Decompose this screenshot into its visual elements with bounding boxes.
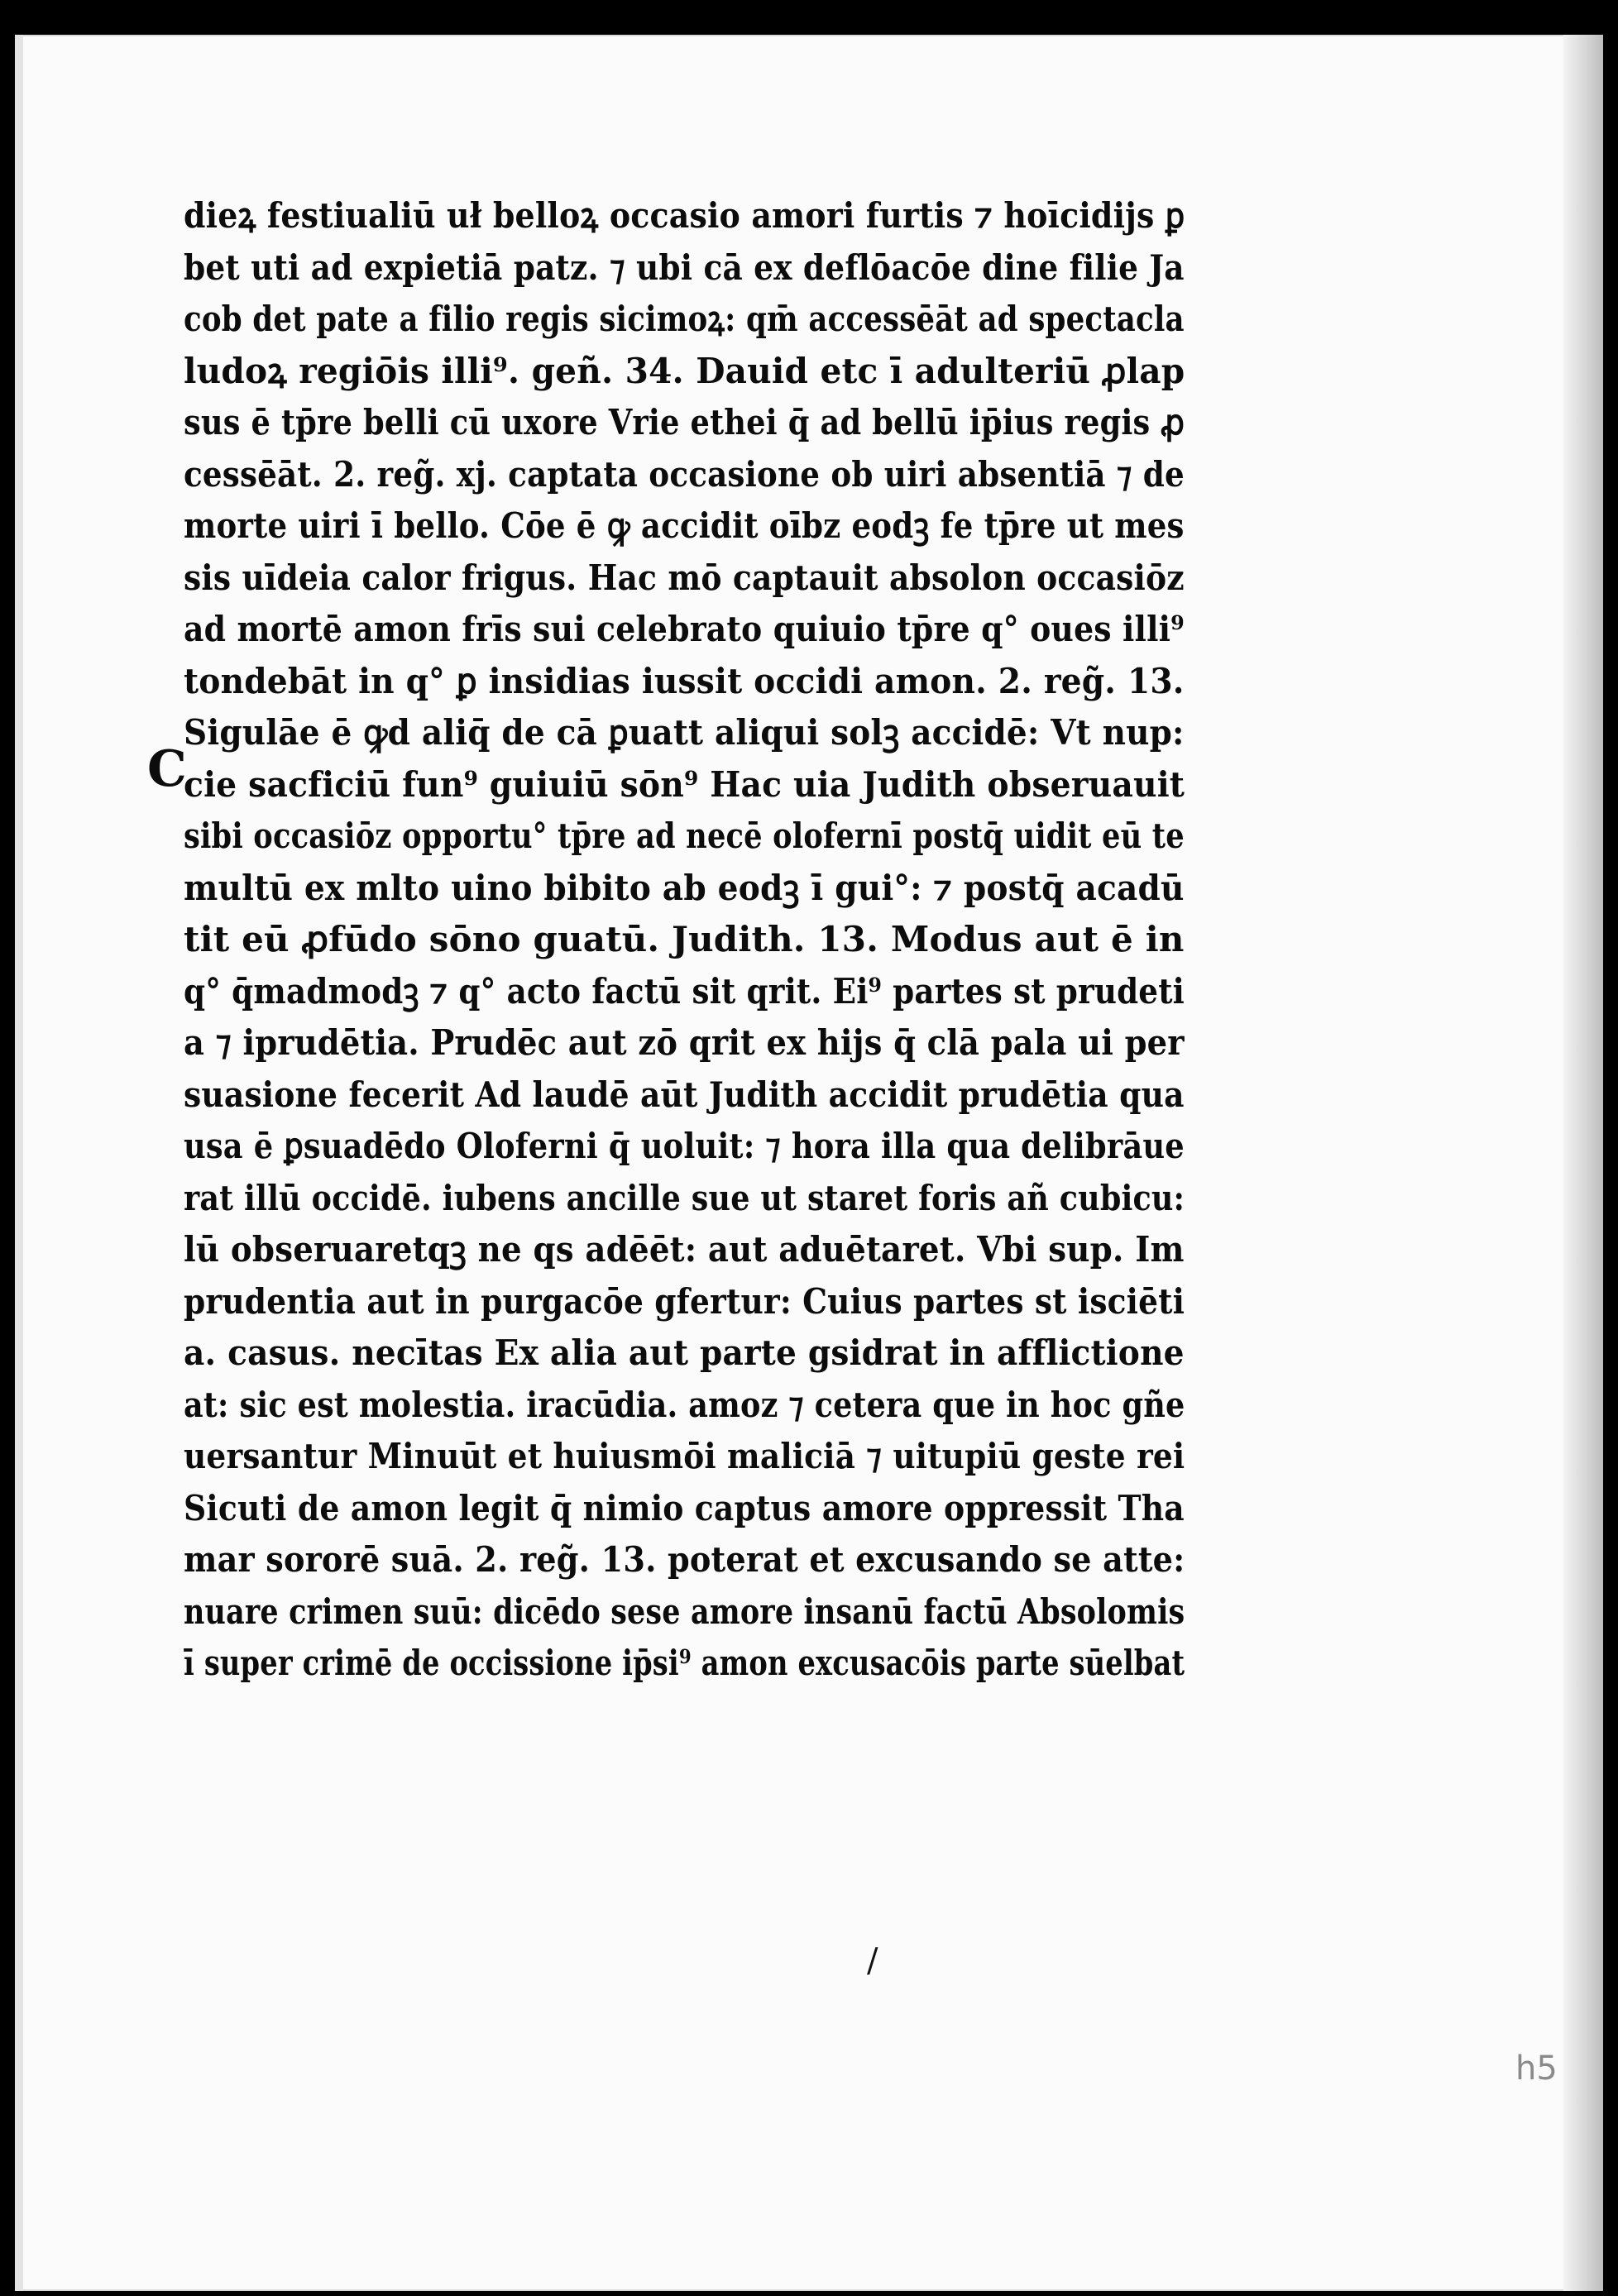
text-line: mar sororē suā. 2. reg̃. 13. poterat et excusando se atte: (184, 1539, 1185, 1580)
page-left-edge (15, 35, 23, 2291)
text-line: morte uiri ī bello. Cōe ē ꝙ accidit oībz eodꝫ fe tp̄re ut mes (184, 505, 1185, 546)
text-line: bet uti ad expietiā patz. ⁊ ubi cā ex deflōacōe dine filie Ja (184, 246, 1185, 288)
text-line: cob det pate a filio regis sicimoꝝ: qm̄ accessēāt ad spectacla (184, 299, 1185, 339)
text-line: uersantur Minuūt et huiusmōi maliciā ⁊ uitupiū geste rei (184, 1436, 1185, 1476)
text-line: ad mortē amon frīs sui celebrato quiuio tp̄re q° oues illi⁹ (184, 609, 1185, 649)
text-line: a ⁊ iprudētia. Prudēc aut zō qrit ex hijs q̄ clā pala ui per (184, 1022, 1185, 1063)
text-line: suasione fecerit Ad laudē aūt Judith accidit prudētia qua (184, 1074, 1185, 1115)
paragraph-mark: C (147, 740, 187, 798)
text-line: rat illū occidē. iubens ancille sue ut staret foris añ cubicu: (184, 1177, 1185, 1218)
text-line: cessēāt. 2. reg̃. xj. captata occasione ob uiri absentiā ⁊ de (184, 453, 1185, 495)
text-line: sis uīdeia calor frigus. Hac mō captauit absolon occasiōz (184, 557, 1185, 598)
text-line: sibi occasiōz opportu° tp̄re ad necē olofernī postq̄ uidit eū te (184, 816, 1185, 856)
text-line: sus ē tp̄re belli cū uxore Vrie ethei q̄ ad bellū ip̄ius regis ꝓ (184, 402, 1185, 442)
text-line: prudentia aut in purgacōe gfertur: Cuius partes st isciēti (184, 1280, 1185, 1322)
text-line: lū obseruaretqꝫ ne qs adēēt: aut aduētaret. Vbi sup. Im (184, 1229, 1185, 1270)
text-line: tondebāt in q° ꝑ insidias iussit occidi amon. 2. reg̃. 13. (184, 660, 1185, 701)
text-line: q° q̄madmodꝫ ⁊ q° acto factū sit qrit. Ei⁹ partes st prudeti (184, 970, 1185, 1012)
text-line: nuare crimen suū: dicēdo sese amore insanū factū Absolomis (184, 1590, 1185, 1632)
text-line: a. casus. necītas Ex alia aut parte gsidrat in afflictione (184, 1332, 1185, 1373)
text-line: cie sacficiū fun⁹ guiuiū sōn⁹ Hac uia Judith obseruauit (184, 763, 1185, 805)
text-line: ludoꝝ regiōis illi⁹. geñ. 34. Dauid etc ī adulteriū ꝓlap (184, 350, 1185, 391)
text-line: tit eū ꝓfūdo sōno guatū. Judith. 13. Modus aut ē in (184, 919, 1185, 959)
text-line: multū ex mlto uino bibito ab eodꝫ ī gui°: ⁊ postq̄ acadū (184, 867, 1185, 908)
text-line: usa ē ꝑsuadēdo Oloferni q̄ uoluit: ⁊ hora illa qua delibrāue (184, 1126, 1185, 1166)
text-line: dieꝝ festiualiū uł belloꝝ occasio amori furtis ⁊ hoīcidijs ꝑ (184, 195, 1185, 236)
pencil-note: h5 (1515, 2050, 1558, 2088)
page-right-edge-shadow (1563, 35, 1603, 2291)
text-line: at: sic est molestia. iracūdia. amoz ⁊ cetera que in hoc gñe (184, 1384, 1185, 1425)
folio-mark: / (867, 1942, 878, 1980)
text-block (184, 190, 1185, 1690)
text-line: ī super crimē de occissione ip̄si⁹ amon excusacōis parte sūelbat (184, 1643, 1185, 1683)
text-line: Sigulāe ē ꝙd aliq̄ de cā ꝑuatt aliqui solꝫ accidē: Vt nup: (184, 712, 1185, 753)
text-line: Sicuti de amon legit q̄ nimio captus amore oppressit Tha (184, 1487, 1185, 1528)
